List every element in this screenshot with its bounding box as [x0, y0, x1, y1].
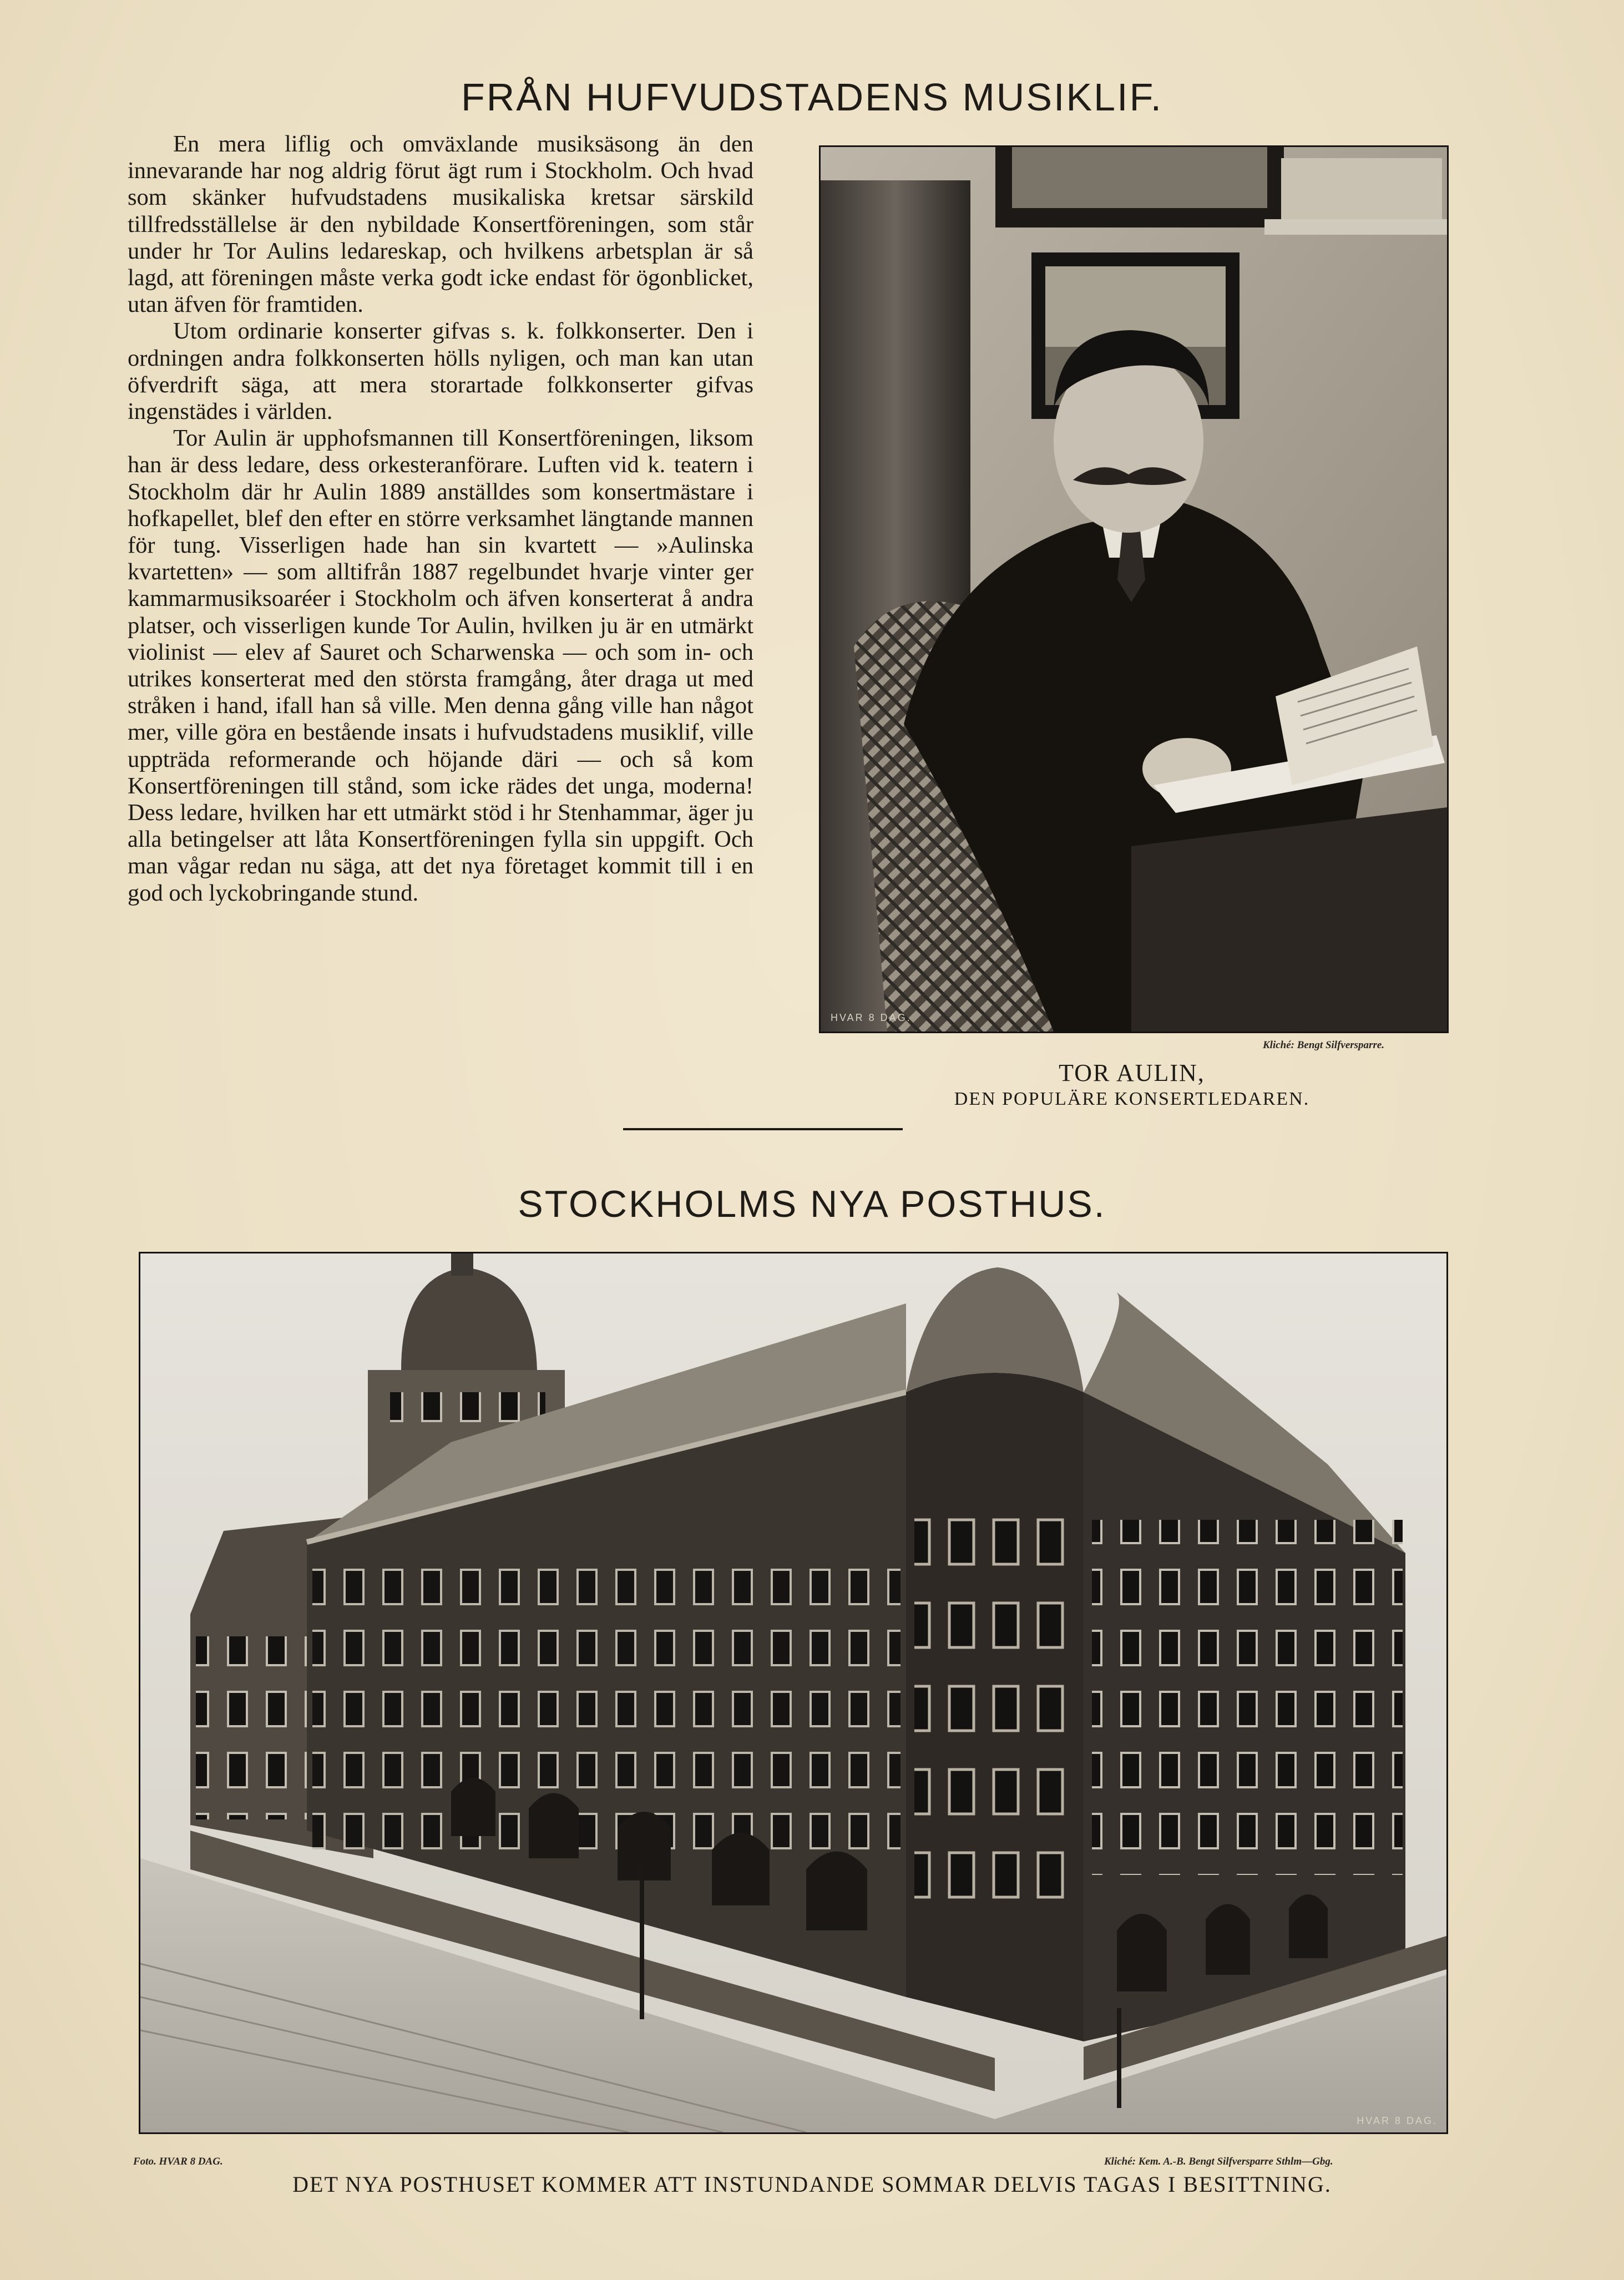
section-divider [623, 1128, 903, 1130]
posthus-cliche-credit: Kliché: Kem. A.-B. Bengt Silfversparre Sthlm—Gbg. [1104, 2156, 1333, 2167]
article-paragraph-2: Utom ordinarie konserter gifvas s. k. folkkonserter. Den i ordningen andra folkkonserten hölls nyligen, och man kan utan öfverdrift säga, att mera storartade folkkonserter gifvas ingenstädes i världen. [128, 318, 753, 425]
portrait-illustration [821, 147, 1447, 1032]
music-article [128, 131, 753, 907]
post-office-illustration [140, 1253, 1446, 2132]
music-section-heading: FRÅN HUFVUDSTADENS MUSIKLIF. [461, 75, 1163, 119]
portrait-cliche-credit: Kliché: Bengt Silfversparre. [1263, 1039, 1385, 1051]
article-paragraph-1: En mera liflig och omväxlande musiksäsong än den innevarande har nog aldrig förut ägt rum i Stockholm. Och hvad som skänker hufvudstadens musikaliska kretsar särskild tillfredsställelse är den nybildade Konsertföreningen, som står under hr Tor Aulins ledareskap, och hvilkens arbetsplan är så lagd, att föreningen måste verka godt icke endast för ögonblicket, utan äfven för framtiden. [128, 131, 753, 318]
portrait-caption-subtitle: DEN POPULÄRE KONSERTLEDAREN. [954, 1089, 1310, 1109]
article-paragraph-3: Tor Aulin är upphofsmannen till Konsertföreningen, liksom han är dess ledare, dess orkesteranförare. Luften vid k. teatern i Stockholm där hr Aulin 1889 anställdes som konsertmästare i hofkapellet, blef den efter en större verksamhet längtande mannen för tung. Visserligen hade han sin kvartett — »Aulinska kvartetten» — som alltifrån 1887 regelbundet hvarje vinter ger kammarmusiksoaréer i Stockholm och äfven konserterat å andra platser, och visserligen kunde Tor Aulin, hvilken ju är en utmärkt violinist — elev af Sauret och Scharwenska — och som in- och utrikes konserterat med den största framgång, åter draga ut med stråken i hand, ifall han så ville. Men denna gång ville han något mer, ville göra en bestående insats i hufvudstadens musiklif, ville uppträda reformerande och höjande däri — och så kom Konsertföreningen till stånd, som icke rädes det unga, moderna! Dess ledare, hvilken har ett utmärkt stöd i hr Stenhammar, äger ju alla betingelser att låta Konsertföreningen fylla sin uppgift. Och man vågar redan nu säga, att det nya företaget kommit till i en god och lyckobringande stund. [128, 425, 753, 906]
tor-aulin-portrait-photo [819, 145, 1449, 1033]
posthus-caption: DET NYA POSTHUSET KOMMER ATT INSTUNDANDE SOMMAR DELVIS TAGAS I BESITTNING. [292, 2172, 1332, 2197]
posthus-section-heading: STOCKHOLMS NYA POSTHUS. [518, 1182, 1106, 1225]
posthus-photo-credit: Foto. HVAR 8 DAG. [133, 2156, 223, 2167]
posthus-watermark: HVAR 8 DAG. [1357, 2115, 1438, 2126]
stockholm-post-office-photo [139, 1252, 1448, 2134]
portrait-watermark: HVAR 8 DAG. [831, 1012, 912, 1023]
portrait-caption-name: TOR AULIN, [1059, 1059, 1205, 1086]
